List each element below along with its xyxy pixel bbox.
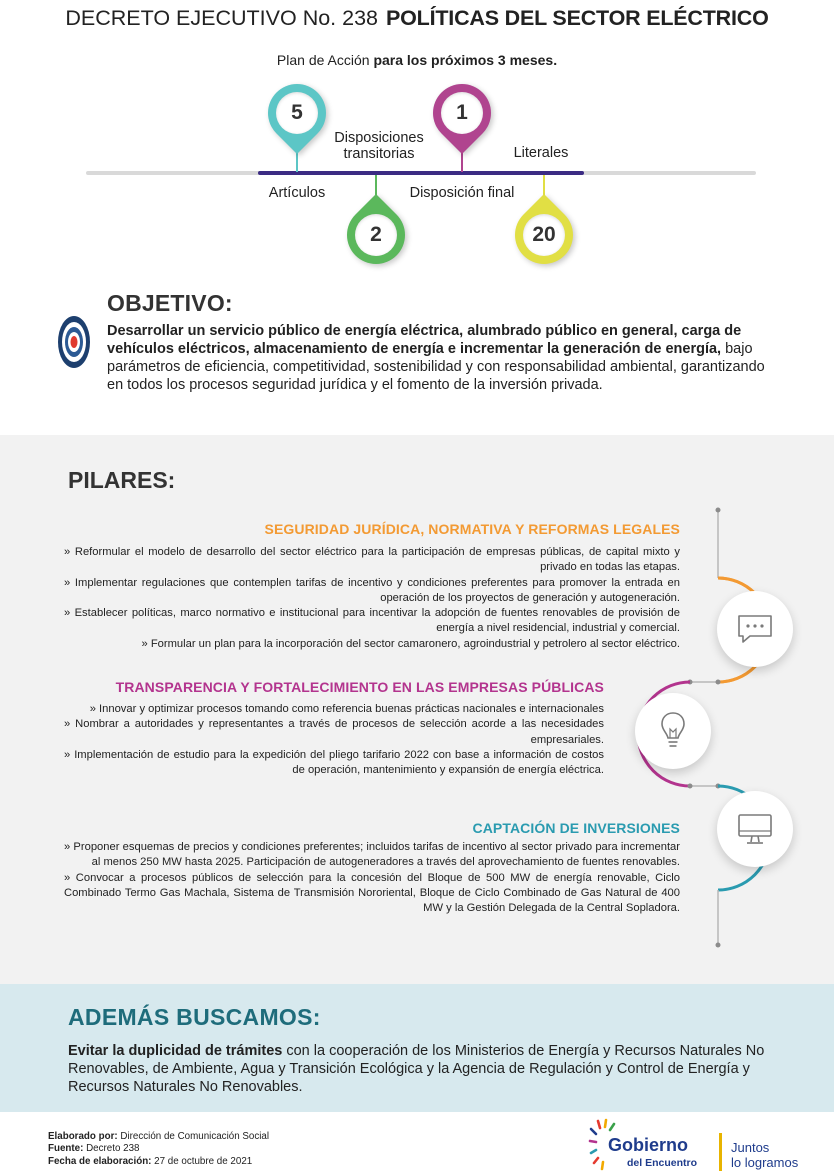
slogan: Juntos lo logramos <box>731 1140 799 1170</box>
list-item: » Innovar y optimizar procesos tomando como referencia buenas prácticas nacionales e internacionales <box>89 703 604 715</box>
pillar-heading-inversiones: CAPTACIÓN DE INVERSIONES <box>472 820 680 836</box>
list-item: » Formular un plan para la incorporación del sector camaronero, agroindustrial y petrolero al sector eléctrico. <box>141 637 680 650</box>
list-item: » Convocar a procesos públicos de selección para la concesión del Bloque de 500 MW de energía renovable, Ciclo Combinado Termo Gas Machala, Sistema de Transmisión Nororiental, Bloque de Ciclo Combinado de Gas Natural de 400 MW y la Gestión Delegada de la Central Sopladora. <box>64 871 680 915</box>
list-item: » Implementar regulaciones que contemplen tarifas de incentivo y condiciones preferentes para promover la entrada en operación de los proyectos de generación y autogeneración. <box>64 576 680 604</box>
pillar-heading-transparencia: TRANSPARENCIA Y FORTALECIMIENTO EN LAS EMPRESAS PÚBLICAS <box>115 679 604 695</box>
plan-subtitle: Plan de Acción para los próximos 3 meses. <box>276 52 558 68</box>
footer-credits: Elaborado por: Dirección de Comunicación Social Fuente: Decreto 238 Fecha de elaboración: 27 de octubre de 2021 <box>48 1131 270 1167</box>
logo-subtitle: del Encuentro <box>627 1157 698 1169</box>
timeline-label-final: Disposición final <box>409 185 515 201</box>
list-item: » Establecer políticas, marco normativo e institucional para incentivar la adopción de fuentes renovables de provisión de energía a nivel residencial, industrial y comercial. <box>64 607 680 635</box>
lightbulb-icon <box>660 711 686 751</box>
objective-title: OBJETIVO: <box>107 290 233 316</box>
timeline-label-literales: Literales <box>513 145 569 161</box>
timeline-label-articulos: Artículos <box>268 185 326 201</box>
logo-divider <box>719 1133 722 1171</box>
timeline-pin-literales: 20 <box>503 194 585 276</box>
list-item: » Nombrar a autoridades y representantes a través de procesos de selección acorde a las necesidades empresariales. <box>64 718 604 746</box>
logo-wordmark: Gobierno <box>608 1135 688 1155</box>
page-title: DECRETO EJECUTIVO No. 238 POLÍTICAS DEL SECTOR ELÉCTRICO <box>65 6 769 30</box>
monitor-icon <box>736 812 774 846</box>
timeline-label-transitorias: Disposiciones transitorias <box>334 130 424 162</box>
chat-icon <box>736 613 774 645</box>
timeline-pin-final: 1 <box>421 72 503 154</box>
timeline-pin-transitorias: 2 <box>335 194 417 276</box>
list-item: » Reformular el modelo de desarrollo del sector eléctrico para la participación de empresas públicas, de capital mixto y privado en todas las etapas. <box>64 546 680 574</box>
pillar-list-inversiones <box>64 840 680 916</box>
pillar-list-transparencia <box>64 702 604 778</box>
pillars-title: PILARES: <box>68 467 176 493</box>
pillar-bubble <box>635 693 711 769</box>
timeline-pin-articulos: 5 <box>256 72 338 154</box>
list-item: » Implementación de estudio para la expedición del pliego tarifario 2022 con base a información de costos de operación, mantenimiento y expansión de energía eléctrica. <box>64 748 604 777</box>
pillar-bubble <box>717 791 793 867</box>
objective-text: Desarrollar un servicio público de energía eléctrica, alumbrado público en general, carga de vehículos eléctricos, almacenamiento de energía e incrementar la generación de energía, bajo parámetros de eficiencia, competitividad, sostenibilidad y con responsabilidad ambiental, garantizando en todos los procesos seguridad jurídica y el fomento de la inversión privada. <box>107 323 765 393</box>
target-icon <box>56 315 92 369</box>
timeline-track-highlight <box>258 171 584 175</box>
pillar-bubble <box>717 591 793 667</box>
pillar-heading-seguridad: SEGURIDAD JURÍDICA, NORMATIVA Y REFORMAS LEGALES <box>264 521 680 537</box>
ademas-title: ADEMÁS BUSCAMOS: <box>68 1004 321 1030</box>
ademas-text: Evitar la duplicidad de trámites con la cooperación de los Ministerios de Energía y Recursos Naturales No Renovables, de Ambiente, Agua y Transición Ecológica y la Agencia de Regulación y Control de Energía y Recursos Naturales No Renovables. <box>68 1043 765 1095</box>
list-item: » Proponer esquemas de precios y condiciones preferentes; incluidos tarifas de incentivo al sector privado para incrementar al menos 250 MW hasta 2025. Participación de autogeneradores a través del aprovechamiento de fuentes renovables. <box>64 841 680 869</box>
pillar-list-seguridad <box>64 545 680 652</box>
